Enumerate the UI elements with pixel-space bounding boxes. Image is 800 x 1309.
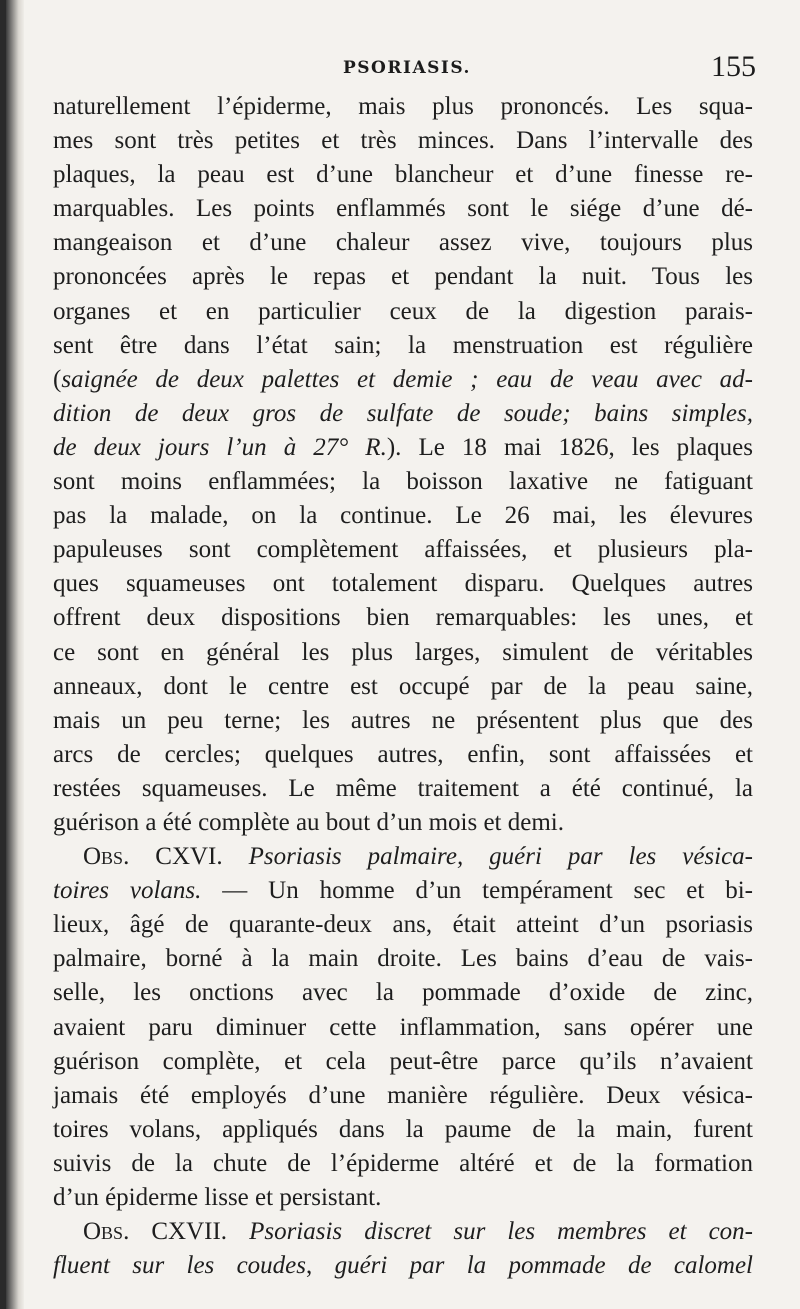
text-segment: prononcées après le repas et pendant la nuit. Tous les bbox=[53, 263, 753, 291]
text-segment: ce sont en général les plus larges, simulent de véritables bbox=[53, 638, 753, 666]
page-header bbox=[56, 52, 756, 88]
text-segment: d’un épiderme lisse et persistant. bbox=[53, 1184, 382, 1211]
text-line bbox=[53, 942, 753, 976]
page-gutter-shadow bbox=[6, 0, 24, 1309]
text-segment: de deux jours l’un à 27° R. bbox=[53, 433, 387, 461]
text-segment: organes et en particulier ceux de la digestion parais- bbox=[53, 297, 753, 325]
text-line bbox=[53, 499, 753, 533]
text-line bbox=[53, 329, 753, 363]
text-segment: , bbox=[306, 1252, 335, 1280]
text-segment: ). Le 18 mai 1826, les plaques bbox=[386, 433, 753, 461]
text-line bbox=[53, 1011, 753, 1045]
text-segment: sont moins enflammées; la boisson laxative ne fatiguant bbox=[53, 468, 753, 496]
text-segment: ques squameuses ont totalement disparu. Quelques autres bbox=[53, 570, 753, 598]
text-line bbox=[53, 90, 753, 124]
text-segment: mes sont très petites et très minces. Dans l’intervalle des bbox=[53, 127, 753, 155]
text-line bbox=[53, 670, 753, 704]
text-line bbox=[53, 601, 753, 635]
text-line bbox=[53, 1181, 753, 1215]
body-text bbox=[53, 90, 753, 1283]
text-segment: mais un peu terne; les autres ne présentent plus que des bbox=[53, 706, 753, 734]
text-line bbox=[53, 124, 753, 158]
text-segment: guérison a été complète au bout d’un mois et demi. bbox=[53, 808, 564, 836]
text-line bbox=[53, 431, 753, 465]
text-line bbox=[53, 738, 753, 772]
text-line bbox=[53, 533, 753, 567]
text-line bbox=[53, 1147, 753, 1181]
text-line bbox=[53, 704, 753, 738]
text-line bbox=[53, 636, 753, 670]
text-segment: ( bbox=[53, 365, 62, 393]
page-number: 155 bbox=[711, 50, 756, 83]
text-line bbox=[53, 1045, 753, 1079]
text-line bbox=[53, 363, 753, 397]
text-segment: avaient paru diminuer cette inflammation, sans opérer une bbox=[53, 1013, 753, 1041]
text-segment: palmaire, borné à la main droite. Les bains d’eau de vais- bbox=[53, 945, 753, 973]
text-segment: selle, les onctions avec la pommade d’oxide de zinc, bbox=[53, 979, 753, 1007]
text-segment: Obs. bbox=[83, 843, 130, 871]
text-line bbox=[53, 192, 753, 226]
text-line bbox=[53, 1249, 753, 1283]
text-segment: — Un homme d’un tempérament sec et bi- bbox=[201, 877, 753, 905]
text-segment: saignée de deux palettes et demie ; eau de veau avec ad- bbox=[61, 365, 753, 393]
text-segment: sent être dans l’état sain; la menstruation est régulière bbox=[53, 331, 753, 359]
text-segment: fluent sur les coudes bbox=[53, 1252, 307, 1280]
text-segment: guérison complète, et cela peut-être parce qu’ils n’avaient bbox=[53, 1047, 753, 1075]
text-line bbox=[53, 158, 753, 192]
text-line bbox=[53, 840, 753, 874]
text-segment: guéri par la pommade de calomel bbox=[334, 1252, 753, 1280]
text-line bbox=[53, 908, 753, 942]
text-line bbox=[53, 567, 753, 601]
running-title: PSORIASIS. bbox=[343, 58, 471, 78]
text-segment: toires volans. bbox=[53, 877, 202, 905]
text-segment: arcs de cercles; quelques autres, enfin, sont affaissées et bbox=[53, 740, 753, 768]
text-line bbox=[53, 874, 753, 908]
text-line bbox=[53, 1215, 753, 1249]
book-page bbox=[6, 0, 800, 1309]
text-segment: jamais été employés d’une manière régulière. Deux vésica- bbox=[53, 1081, 753, 1109]
text-line bbox=[53, 1113, 753, 1147]
text-segment: mangeaison et d’une chaleur assez vive, toujours plus bbox=[53, 229, 753, 257]
text-segment: Psoriasis palmaire, guéri par les vésica- bbox=[248, 843, 754, 871]
text-line bbox=[53, 397, 753, 431]
text-line bbox=[53, 226, 753, 260]
text-segment: suivis de la chute de l’épiderme altéré et de la formation bbox=[53, 1149, 753, 1177]
text-line bbox=[53, 260, 753, 294]
text-segment: naturellement l’épiderme, mais plus prononcés. Les squa- bbox=[53, 93, 753, 120]
text-segment: marquables. Les points enflammés sont le siége d’une dé- bbox=[53, 195, 753, 223]
text-segment: Obs. bbox=[83, 1218, 130, 1246]
text-segment: dition de deux gros de sulfate de soude; bains simples, bbox=[53, 399, 753, 427]
text-line bbox=[53, 772, 753, 806]
text-segment: plaques, la peau est d’une blancheur et d’une finesse re- bbox=[53, 161, 753, 189]
text-segment: anneaux, dont le centre est occupé par de la peau saine, bbox=[53, 672, 753, 700]
text-segment: pas la malade, on la continue. Le 26 mai, les élevures bbox=[53, 502, 753, 530]
text-line bbox=[53, 1079, 753, 1113]
text-segment: CXVI. bbox=[129, 843, 249, 871]
text-line bbox=[53, 465, 753, 499]
text-segment: Psoriasis discret sur les membres et con- bbox=[249, 1218, 753, 1246]
text-segment: lieux, âgé de quarante-deux ans, était atteint d’un psoriasis bbox=[53, 911, 753, 939]
text-line bbox=[53, 806, 753, 840]
text-segment: toires volans, appliqués dans la paume de la main, furent bbox=[53, 1115, 753, 1143]
text-line bbox=[53, 976, 753, 1010]
text-segment: offrent deux dispositions bien remarquables: les unes, et bbox=[53, 604, 753, 632]
text-line bbox=[53, 295, 753, 329]
text-segment: CXVII. bbox=[129, 1218, 250, 1246]
text-segment: restées squameuses. Le même traitement a été continué, la bbox=[53, 774, 753, 802]
text-segment: papuleuses sont complètement affaissées, et plusieurs pla- bbox=[53, 536, 753, 564]
